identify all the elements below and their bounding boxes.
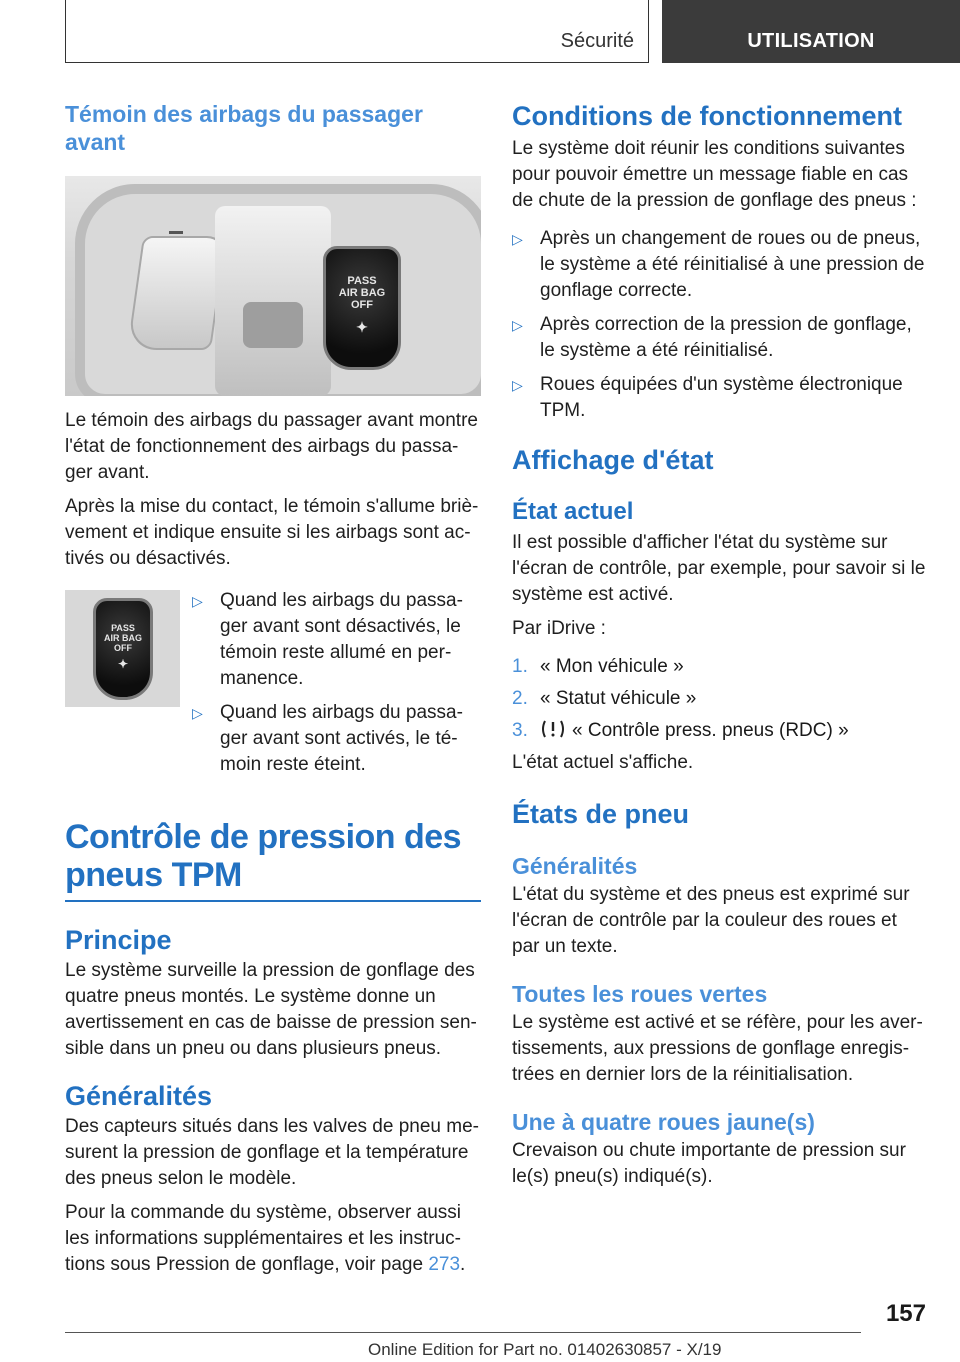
chapter-title-tpm: Contrôle de pression des pneus TPM (65, 818, 462, 894)
airbag-seat-icon: ✦ (356, 319, 368, 335)
section-title: Sécurité (560, 30, 634, 52)
airbag-indicator-thumbnail (65, 590, 180, 707)
list-item: ▷ Après un changement de roues ou de pneus, le système a été réinitialisé à une pression de gonflage correcte. (512, 228, 925, 301)
left-column (65, 100, 481, 572)
paragraph-roues-jaunes: Crevaison ou chute importante de pression sur le(s) pneu(s) indiqué(s). (512, 1140, 906, 1187)
airbag-status-list (192, 588, 472, 778)
paragraph-principe: Le système surveille la pression de gonflage des quatre pneus montés. Le système donne un avertissement en cas de baisse de pression sen-sible dans un pneu ou dans plusieurs pneus. (65, 959, 477, 1059)
tire-pressure-warning-icon (540, 718, 566, 740)
page-number: 157 (885, 1300, 926, 1327)
pass-airbag-off-indicator: PASS AIR BAG OFF ✦ (323, 246, 401, 370)
heading-principe: Principe (65, 924, 172, 955)
paragraph-idrive: Par iDrive : (512, 618, 606, 639)
paragraph-etat: Il est possible d'afficher l'état du système sur l'écran de contrôle, par exemple, pour savoir si le système est activé. (512, 532, 926, 605)
paragraph-airbag-intro: Le témoin des airbags du passager avant montre l'état de fonctionnement des airbags du passa-ger avant. (65, 410, 478, 483)
chapter-tab: UTILISATION (662, 0, 960, 63)
heading-generalites-right: Généralités (512, 853, 638, 879)
heading-etats-pneu: États de pneu (512, 799, 690, 829)
list-item: ▷ Roues équipées d'un système électronique TPM. (512, 374, 903, 421)
heading-affichage: Affichage d'état (512, 445, 714, 475)
idrive-steps (512, 654, 928, 744)
page-link-273[interactable]: 273 (428, 1253, 461, 1275)
footer-edition: Online Edition for Part no. 01402630857 - X/19 (368, 1340, 722, 1359)
chapter-rule (65, 900, 481, 902)
triangle-bullet-icon: ▷ (512, 377, 523, 393)
list-item: ▷ Quand les airbags du passa-ger avant sont activés, le té-moin reste éteint. (192, 702, 463, 775)
paragraph-affiche: L'état actuel s'affiche. (512, 752, 694, 773)
step-item: 3. « Contrôle press. pneus (RDC) » (512, 720, 849, 741)
airbag-panel-photo (65, 176, 481, 396)
step-item: 1. « Mon véhicule » (512, 656, 684, 677)
paragraph-airbag-ignition: Après la mise du contact, le témoin s'allume briè-vement et indique ensuite si les airbags sont ac-tivés ou désactivés. (65, 496, 479, 569)
paragraph-generalites-1: Des capteurs situés dans les valves de pneu me-surent la pression de gonflage et la température des pneus selon le modèle. (65, 1115, 479, 1189)
pass-airbag-off-icon: PASS AIR BAG OFF ✦ (93, 598, 153, 700)
list-item: ▷ Après correction de la pression de gonflage, le système a été réinitialisé. (512, 314, 912, 361)
paragraph-conditions: Le système doit réunir les conditions suivantes pour pouvoir émettre un message fiable en cas de chute de la pression de gonflage des pneus : (512, 138, 917, 211)
triangle-bullet-icon: ▷ (192, 705, 203, 721)
triangle-bullet-icon: ▷ (512, 231, 523, 247)
step-item: 2. « Statut véhicule » (512, 688, 697, 709)
heading-conditions: Conditions de fonctionnement (512, 101, 902, 131)
heading-generalites: Généralités (65, 1080, 213, 1111)
paragraph-generalites-2: Pour la commande du système, observer aussi les informations supplémentaires et les instruc-tions sous Pression de gonflage, voir page 273. (65, 1201, 466, 1275)
conditions-list (512, 226, 928, 424)
heading-roues-vertes: Toutes les roues vertes (512, 981, 768, 1007)
triangle-bullet-icon: ▷ (192, 593, 203, 609)
paragraph-generalites-right: L'état du système et des pneus est exprimé sur l'écran de contrôle par la couleur des roues et par un texte. (512, 884, 910, 957)
footer-rule (65, 1332, 861, 1333)
paragraph-roues-vertes: Le système est activé et se réfère, pour les aver-tissements, aux pressions de gonflage enregis-trées en dernier lors de la réinitialisation. (512, 1012, 923, 1085)
heading-etat-actuel: État actuel (512, 498, 634, 525)
heading-airbag-indicator: Témoin des airbags du passager avant (65, 101, 423, 155)
tpm-section (65, 818, 481, 1278)
list-item: ▷ Quand les airbags du passa-ger avant sont désactivés, le témoin reste allumé en per-manence. (192, 590, 463, 689)
heading-roues-jaunes: Une à quatre roues jaune(s) (512, 1109, 815, 1135)
right-column (512, 100, 928, 1190)
triangle-bullet-icon: ▷ (512, 317, 523, 333)
